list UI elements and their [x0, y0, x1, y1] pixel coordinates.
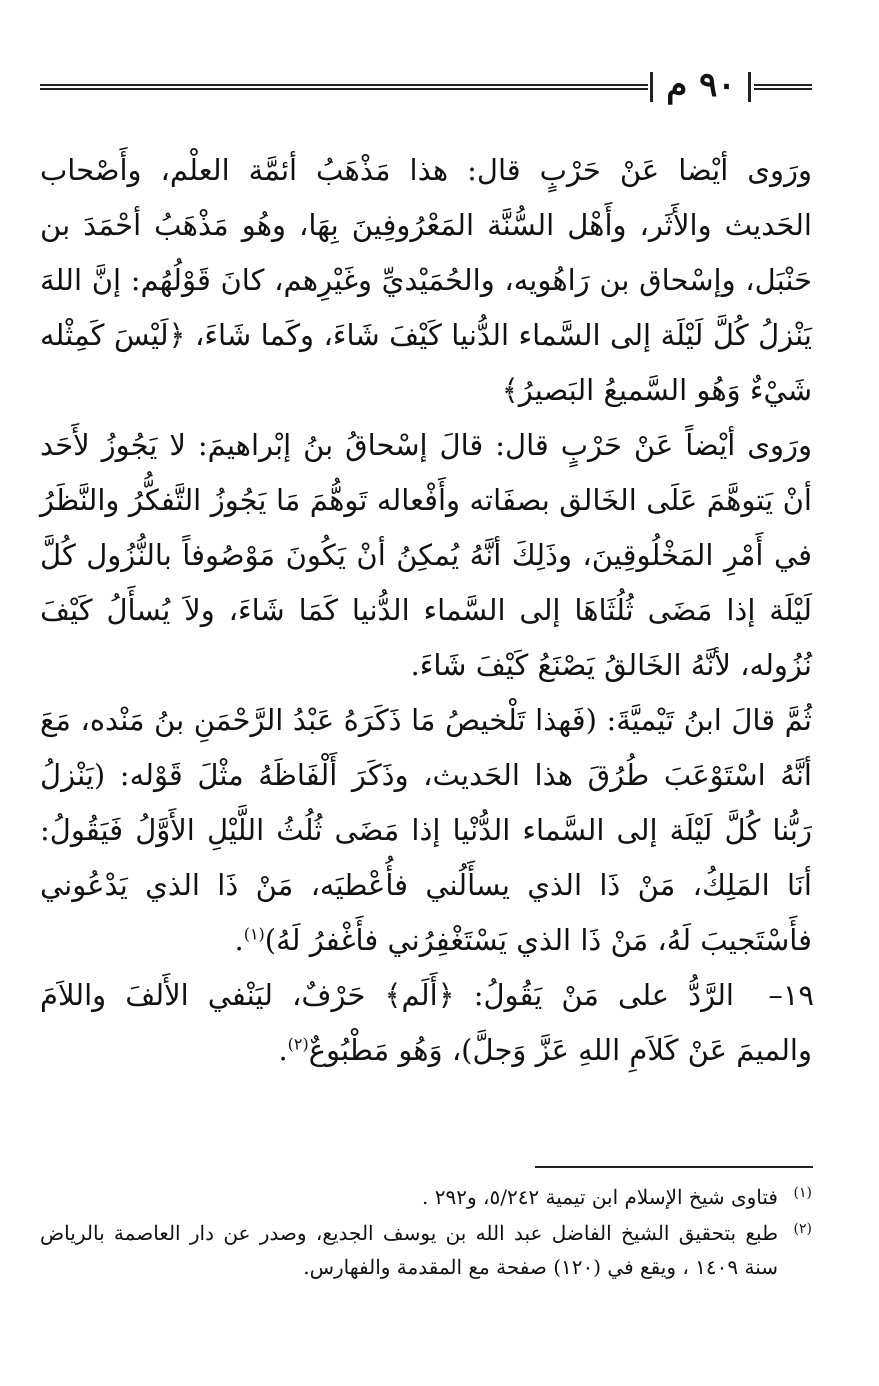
paragraph-3-text: ثُمَّ قالَ ابنُ تَيْميَّةَ: (فَهذا تَلْخيصُ مَا ذَكَرَهُ عَبْدُ الرَّحْمَنِ بنُ مَنْده، مَعَ أنَّهُ اسْتَوْعَبَ طُرُقَ هذا الحَديث، وذَكَرَ أَلْفَاظَهُ مثْلَ قَوْله: (يَنْزلُ رَبُّنا كُلَّ لَيْلَة إلى السَّماء الدُّنْيا إذا مَضَى ثُلُثُ اللَّيْلِ الأَوَّلُ فَيَقُولُ: أنَا المَلِكُ، مَنْ ذَا الذي يسأَلُني فأُعْطيَه، مَنْ ذَا الذي يَدْعُوني فأَسْتَجيبَ لَهُ، مَنْ ذَا الذي يَسْتَغْفِرُني فأَغْفرُ لَهُ) [40, 703, 812, 957]
footnote-ref-2[interactable]: (٢) [287, 1034, 309, 1054]
item-text-block [40, 968, 812, 1078]
header-rule-right [754, 84, 812, 90]
paragraph-2: ورَوى أيْضاً عَنْ حَرْبٍ قال: قالَ إسْحاقُ بنُ إبْراهيمَ: لا يَجُوزُ لأَحَد أنْ يَتوهَّمَ عَلَى الخَالق بصفَاته وأَفْعاله تَوهُّمَ مَا يَجُوزُ التَّفكُّرُ والنَّظَرُ في أَمْرِ المَخْلُوقِينَ، وذَلِكَ أنَّهُ يُمكِنُ أنْ يَكُونَ مَوْصُوفاً بالنُّزُول كُلَّ لَيْلَة إذا مَضَى ثُلُثَاهَا إلى السَّماء الدُّنيا كَمَا شَاءَ، ولاَ يُسأَلُ كَيْفَ نُزُوله، لأنَّهُ الخَالقُ يَصْنَعُ كَيْفَ شَاءَ. [40, 428, 812, 682]
footnote-separator [535, 1166, 813, 1168]
list-item-19 [40, 968, 812, 1078]
item-end: . [278, 1033, 288, 1067]
paragraph-1: ورَوى أيْضا عَنْ حَرْبٍ قال: هذا مَذْهَبُ أئمَّة العلْم، وأَصْحاب الحَديث والأَثَر، وأَهْل السُّنَّة المَعْرُوفِينَ بِهَا، وهُو مَذْهَبُ أحْمَدَ بن حَنْبَل، وإسْحاق بن رَاهُويه، والحُمَيْديِّ وغَيْرِهم، كانَ قَوْلُهُم: إنَّ اللهَ يَنْزلُ كُلَّ لَيْلَة إلى السَّماء الدُّنيا كَيْفَ شَاءَ، وكَما شَاءَ، ﴿لَيْسَ كَمِثْله شَيْءٌ وَهُو السَّميعُ البَصيرُ﴾ [40, 153, 812, 407]
footnote-1-mark: (١) [793, 1185, 812, 1201]
footnote-2-mark: (٢) [793, 1221, 812, 1237]
footnote-1-text: فتاوى شيخ الإسلام ابن تيمية ٥/٢٤٢، و٢٩٢ . [422, 1185, 778, 1209]
footnote-2-text: طبع بتحقيق الشيخ الفاضل عبد الله بن يوسف الجديع، وصدر عن دار العاصمة بالرياض سنة ١٤٠٩ ، ويقع في (١٢٠) صفحة مع المقدمة والفهارس. [40, 1221, 778, 1279]
header-rule-left [40, 84, 648, 90]
item-text: الرَّدُّ على مَنْ يَقُولُ: ﴿أَلَم﴾ حَرْفٌ، ليَنْفي الأَلفَ واللاَمَ والميمَ عَنْ كَلاَمِ اللهِ عَزَّ وَجلَّ)، وَهُو مَطْبُوعٌ [40, 978, 812, 1067]
footnotes [40, 1180, 812, 1286]
paragraph-3-end: . [234, 923, 244, 957]
header-bar-left [650, 72, 653, 102]
footnote-ref-1[interactable]: (١) [243, 924, 265, 944]
item-number: ١٩– [768, 978, 814, 1012]
page-header [40, 62, 812, 108]
page-number: ٩٠ م [666, 65, 736, 105]
paragraph-3 [40, 693, 812, 968]
footnote-2 [40, 1216, 812, 1284]
footnote-1 [40, 1180, 812, 1214]
header-bar-right [748, 72, 751, 102]
main-text [40, 143, 812, 1078]
